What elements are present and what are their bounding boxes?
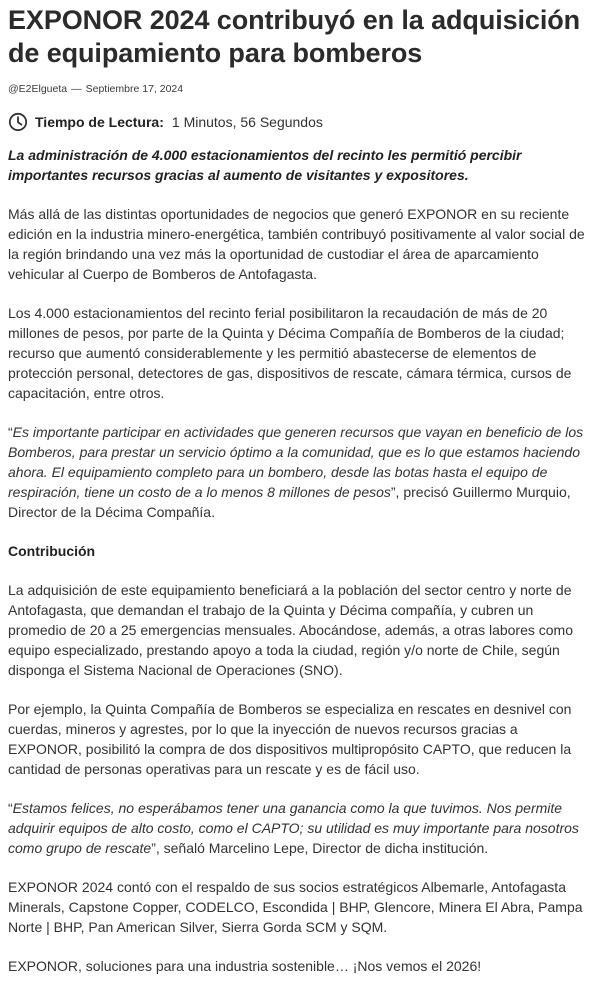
page-title: EXPONOR 2024 contribuyó en la adquisición de equipamiento para bomberos (8, 5, 581, 68)
paragraph-2: Los 4.000 estacionamientos del recinto ferial posibilitaron la recaudación de más de 20 millones de pesos, por parte de la Quinta y Décima Compañía de Bomberos de la ciudad; recurso que aumentó considerablemente y les permitió abastecerse de elementos de protección personal, detectores de gas, dispositivos de rescate, cámara térmica, cursos de capacitación, entre otros. (8, 305, 572, 401)
paragraph-1: Más allá de las distintas oportunidades de negocios que generó EXPONOR en su reciente edición en la industria minero-energética, también contribuyó positivamente al valor social de la región brindando una vez más la oportunidad de custodiar el área de aparcamiento vehicular al Cuerpo de Bomberos de Antofagasta. (8, 206, 585, 282)
quote-1-attribution: ”, precisó Guillermo Murquio, Director de la Décima Compañía. (8, 484, 571, 520)
quote-2-open: “ (8, 800, 13, 816)
article-meta (8, 82, 592, 96)
quote-1-text: Es importante participar en actividades que generen recursos que vayan en beneficio de los Bomberos, para prestar un servicio óptimo a la comunidad, que es lo que estamos haciendo ahora. El equipamiento completo para un bombero, desde las botas hasta el equipo de respiración, tiene un costo de a lo menos 8 millones de pesos (8, 424, 584, 500)
section-heading: Contribución (8, 543, 96, 559)
quote-2 (8, 798, 592, 858)
quote-1-open: “ (8, 424, 13, 440)
quote-1 (8, 422, 592, 522)
paragraph-5: EXPONOR 2024 contó con el respaldo de sus socios estratégicos Albemarle, Antofagasta Minerals, Capstone Copper, CODELCO, Escondida | BHP, Glencore, Minera El Abra, Pampa Norte | BHP, Pan American Silver, Sierra Gorda SCM y SQM. (8, 879, 583, 935)
quote-2-attribution: ”, señaló Marcelino Lepe, Director de dicha institución. (151, 840, 489, 856)
reading-time-label: Tiempo de Lectura: (35, 114, 164, 130)
paragraph-4: Por ejemplo, la Quinta Compañía de Bomberos se especializa en rescates en desnivel con cuerdas, mineros y agrestes, por lo que la inyección de nuevos recursos gracias a EXPONOR, posibilitó la compra de dos dispositivos multipropósito CAPTO, que reducen la cantidad de personas operativas para un rescate y es de fácil uso. (8, 701, 572, 777)
paragraph-3: La adquisición de este equipamiento beneficiará a la población del sector centro y norte de Antofagasta, que demandan el trabajo de la Quinta y Décima compañía, y cubren un promedio de 20 a 25 emergencias mensuales. Abocándose, además, a otras labores como equipo especializado, prestando apoyo a toda la ciudad, región y/o norte de Chile, según disponga el Sistema Nacional de Operaciones (SNO). (8, 582, 574, 678)
paragraph-6: EXPONOR, soluciones para una industria sostenible… ¡Nos vemos el 2026! (8, 958, 482, 974)
reading-time-value: 1 Minutos, 56 Segundos (171, 114, 323, 130)
clock-icon (8, 112, 28, 132)
reading-time (8, 112, 592, 132)
quote-2-text: Estamos felices, no esperábamos tener una ganancia como la que tuvimos. Nos permite adquirir equipos de alto costo, como el CAPTO; su utilidad es muy importante para nosotros como grupo de rescate (8, 800, 579, 856)
article-lead: La administración de 4.000 estacionamientos del recinto les permitió percibir importantes recursos gracias al aumento de visitantes y expositores. (8, 147, 522, 183)
meta-separator: — (71, 83, 82, 95)
author-link[interactable]: @E2Elgueta (8, 83, 68, 95)
publish-date: Septiembre 17, 2024 (85, 83, 184, 95)
